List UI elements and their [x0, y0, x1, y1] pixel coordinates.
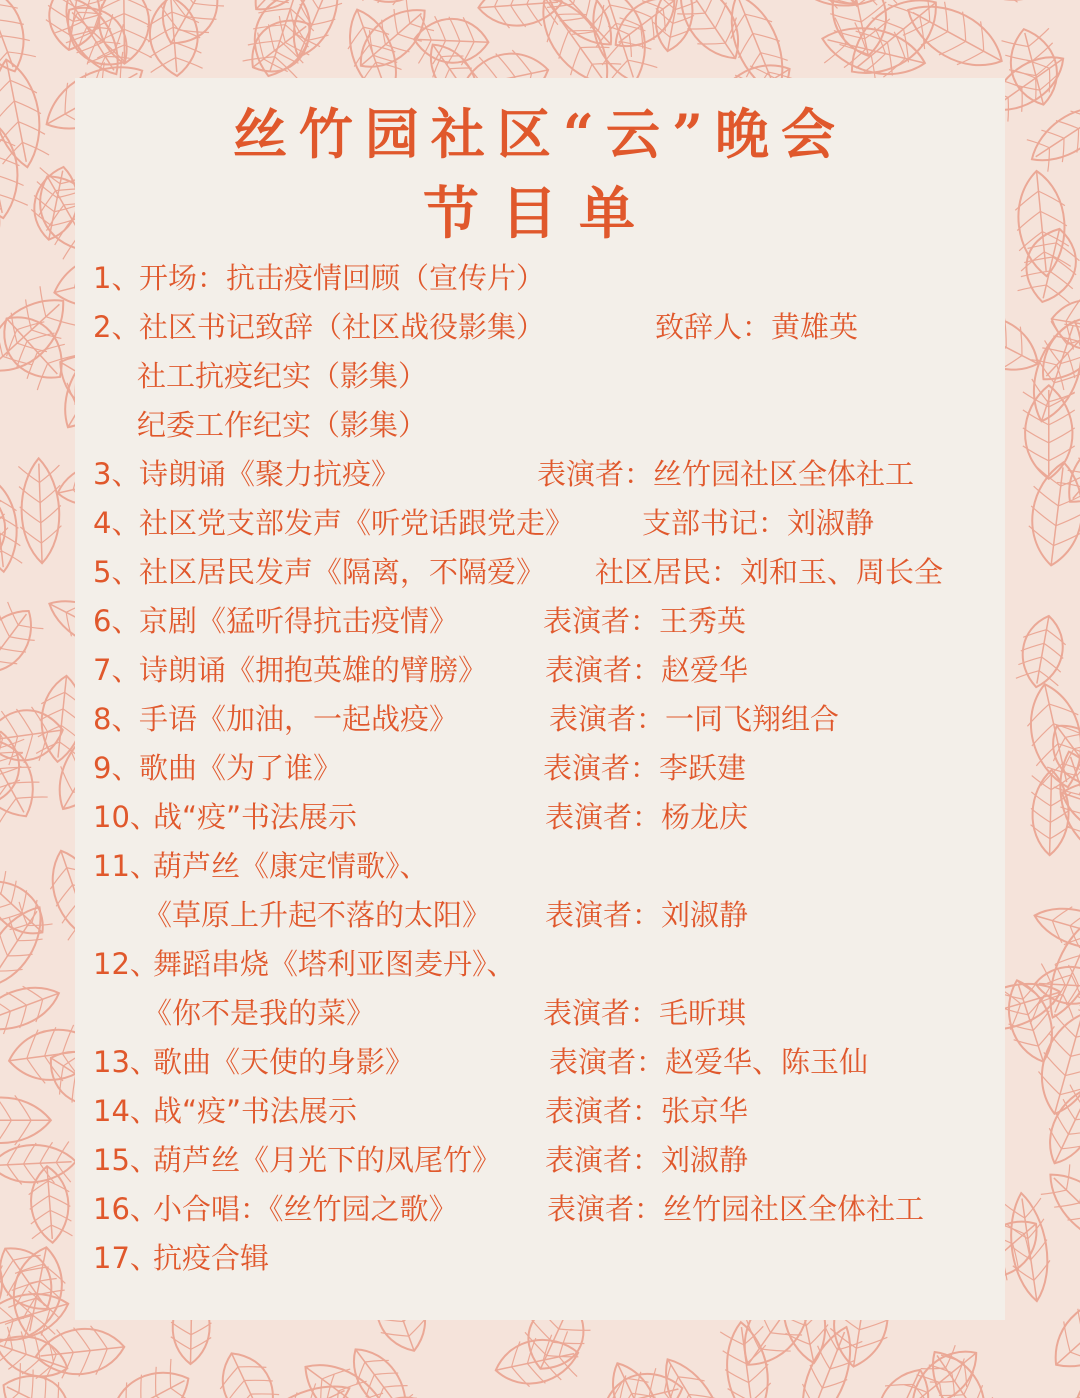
program-performer: 表演者：赵爱华、陈玉仙 — [549, 1045, 869, 1079]
program-row — [75, 1187, 1005, 1231]
program-title: 社区党支部发声《听党话跟党走》 — [139, 506, 575, 540]
program-title: 诗朗诵《拥抱英雄的臂膀》 — [139, 653, 488, 687]
program-number: 4、 — [93, 506, 141, 540]
program-row — [75, 354, 1005, 398]
program-number: 2、 — [93, 310, 141, 344]
program-title: 社区居民发声《隔离，不隔爱》 — [139, 555, 546, 589]
program-number: 8、 — [93, 702, 141, 736]
program-row — [75, 305, 1005, 349]
program-title: 社区书记致辞（社区战役影集） — [139, 310, 546, 344]
program-title: 歌曲《天使的身影》 — [153, 1045, 415, 1079]
program-number: 10、 — [93, 800, 159, 834]
program-number: 15、 — [93, 1143, 159, 1177]
program-row — [75, 991, 1005, 1035]
program-number: 9、 — [93, 751, 141, 785]
program-title: 歌曲《为了谁》 — [139, 751, 343, 785]
program-performer: 表演者：刘淑静 — [545, 1143, 749, 1177]
program-number: 3、 — [93, 457, 141, 491]
program-performer: 表演者：丝竹园社区全体社工 — [547, 1192, 925, 1226]
program-row — [75, 1089, 1005, 1133]
program-row — [75, 256, 1005, 300]
program-performer: 表演者：杨龙庆 — [545, 800, 749, 834]
program-title: 战“疫”书法展示 — [153, 1094, 358, 1128]
program-performer: 支部书记：刘淑静 — [642, 506, 875, 540]
program-number: 1、 — [93, 261, 141, 295]
program-row — [75, 403, 1005, 447]
program-title: 葫芦丝《康定情歌》、 — [153, 849, 429, 883]
program-performer: 致辞人：黄雄英 — [655, 310, 859, 344]
program-performer: 表演者：一同飞翔组合 — [549, 702, 840, 736]
program-performer: 表演者：丝竹园社区全体社工 — [537, 457, 915, 491]
program-row — [75, 746, 1005, 790]
program-row — [75, 1138, 1005, 1182]
program-title: 纪委工作纪实（影集） — [137, 408, 428, 442]
program-title: 京剧《猛听得抗击疫情》 — [139, 604, 459, 638]
program-row — [75, 844, 1005, 888]
program-row — [75, 452, 1005, 496]
program-row — [75, 697, 1005, 741]
program-title: 葫芦丝《月光下的凤尾竹》 — [153, 1143, 502, 1177]
program-number: 13、 — [93, 1045, 159, 1079]
program-title: 舞蹈串烧《塔利亚图麦丹》、 — [153, 947, 516, 981]
program-number: 14、 — [93, 1094, 159, 1128]
program-performer: 社区居民：刘和玉、周长全 — [595, 555, 944, 589]
program-row — [75, 1236, 1005, 1280]
program-number: 16、 — [93, 1192, 159, 1226]
program-row — [75, 501, 1005, 545]
program-row — [75, 1040, 1005, 1084]
program-title: 小合唱：《丝竹园之歌》 — [153, 1192, 458, 1226]
program-card — [75, 78, 1005, 1320]
program-performer: 表演者：张京华 — [545, 1094, 749, 1128]
program-number: 11、 — [93, 849, 159, 883]
program-row — [75, 942, 1005, 986]
program-performer: 表演者：刘淑静 — [545, 898, 749, 932]
program-title: 《草原上升起不落的太阳》 — [143, 898, 492, 932]
program-performer: 表演者：王秀英 — [543, 604, 747, 638]
program-title: 诗朗诵《聚力抗疫》 — [139, 457, 401, 491]
program-number: 17、 — [93, 1241, 159, 1275]
program-row — [75, 599, 1005, 643]
program-row — [75, 893, 1005, 937]
program-title: 战“疫”书法展示 — [153, 800, 358, 834]
page-title: 丝竹园社区“云”晚会 — [232, 102, 848, 166]
page-subtitle: 节目单 — [423, 181, 657, 247]
program-row — [75, 550, 1005, 594]
program-performer: 表演者：毛昕琪 — [543, 996, 747, 1030]
program-number: 5、 — [93, 555, 141, 589]
program-row — [75, 795, 1005, 839]
program-title: 《你不是我的菜》 — [143, 996, 376, 1030]
program-title: 手语《加油，一起战疫》 — [139, 702, 459, 736]
program-number: 12、 — [93, 947, 159, 981]
program-number: 6、 — [93, 604, 141, 638]
program-performer: 表演者：李跃建 — [543, 751, 747, 785]
program-performer: 表演者：赵爱华 — [545, 653, 749, 687]
program-title: 抗疫合辑 — [153, 1241, 270, 1275]
program-title: 社工抗疫纪实（影集） — [137, 359, 428, 393]
program-title: 开场：抗击疫情回顾（宣传片） — [139, 261, 546, 295]
program-row — [75, 648, 1005, 692]
program-number: 7、 — [93, 653, 141, 687]
